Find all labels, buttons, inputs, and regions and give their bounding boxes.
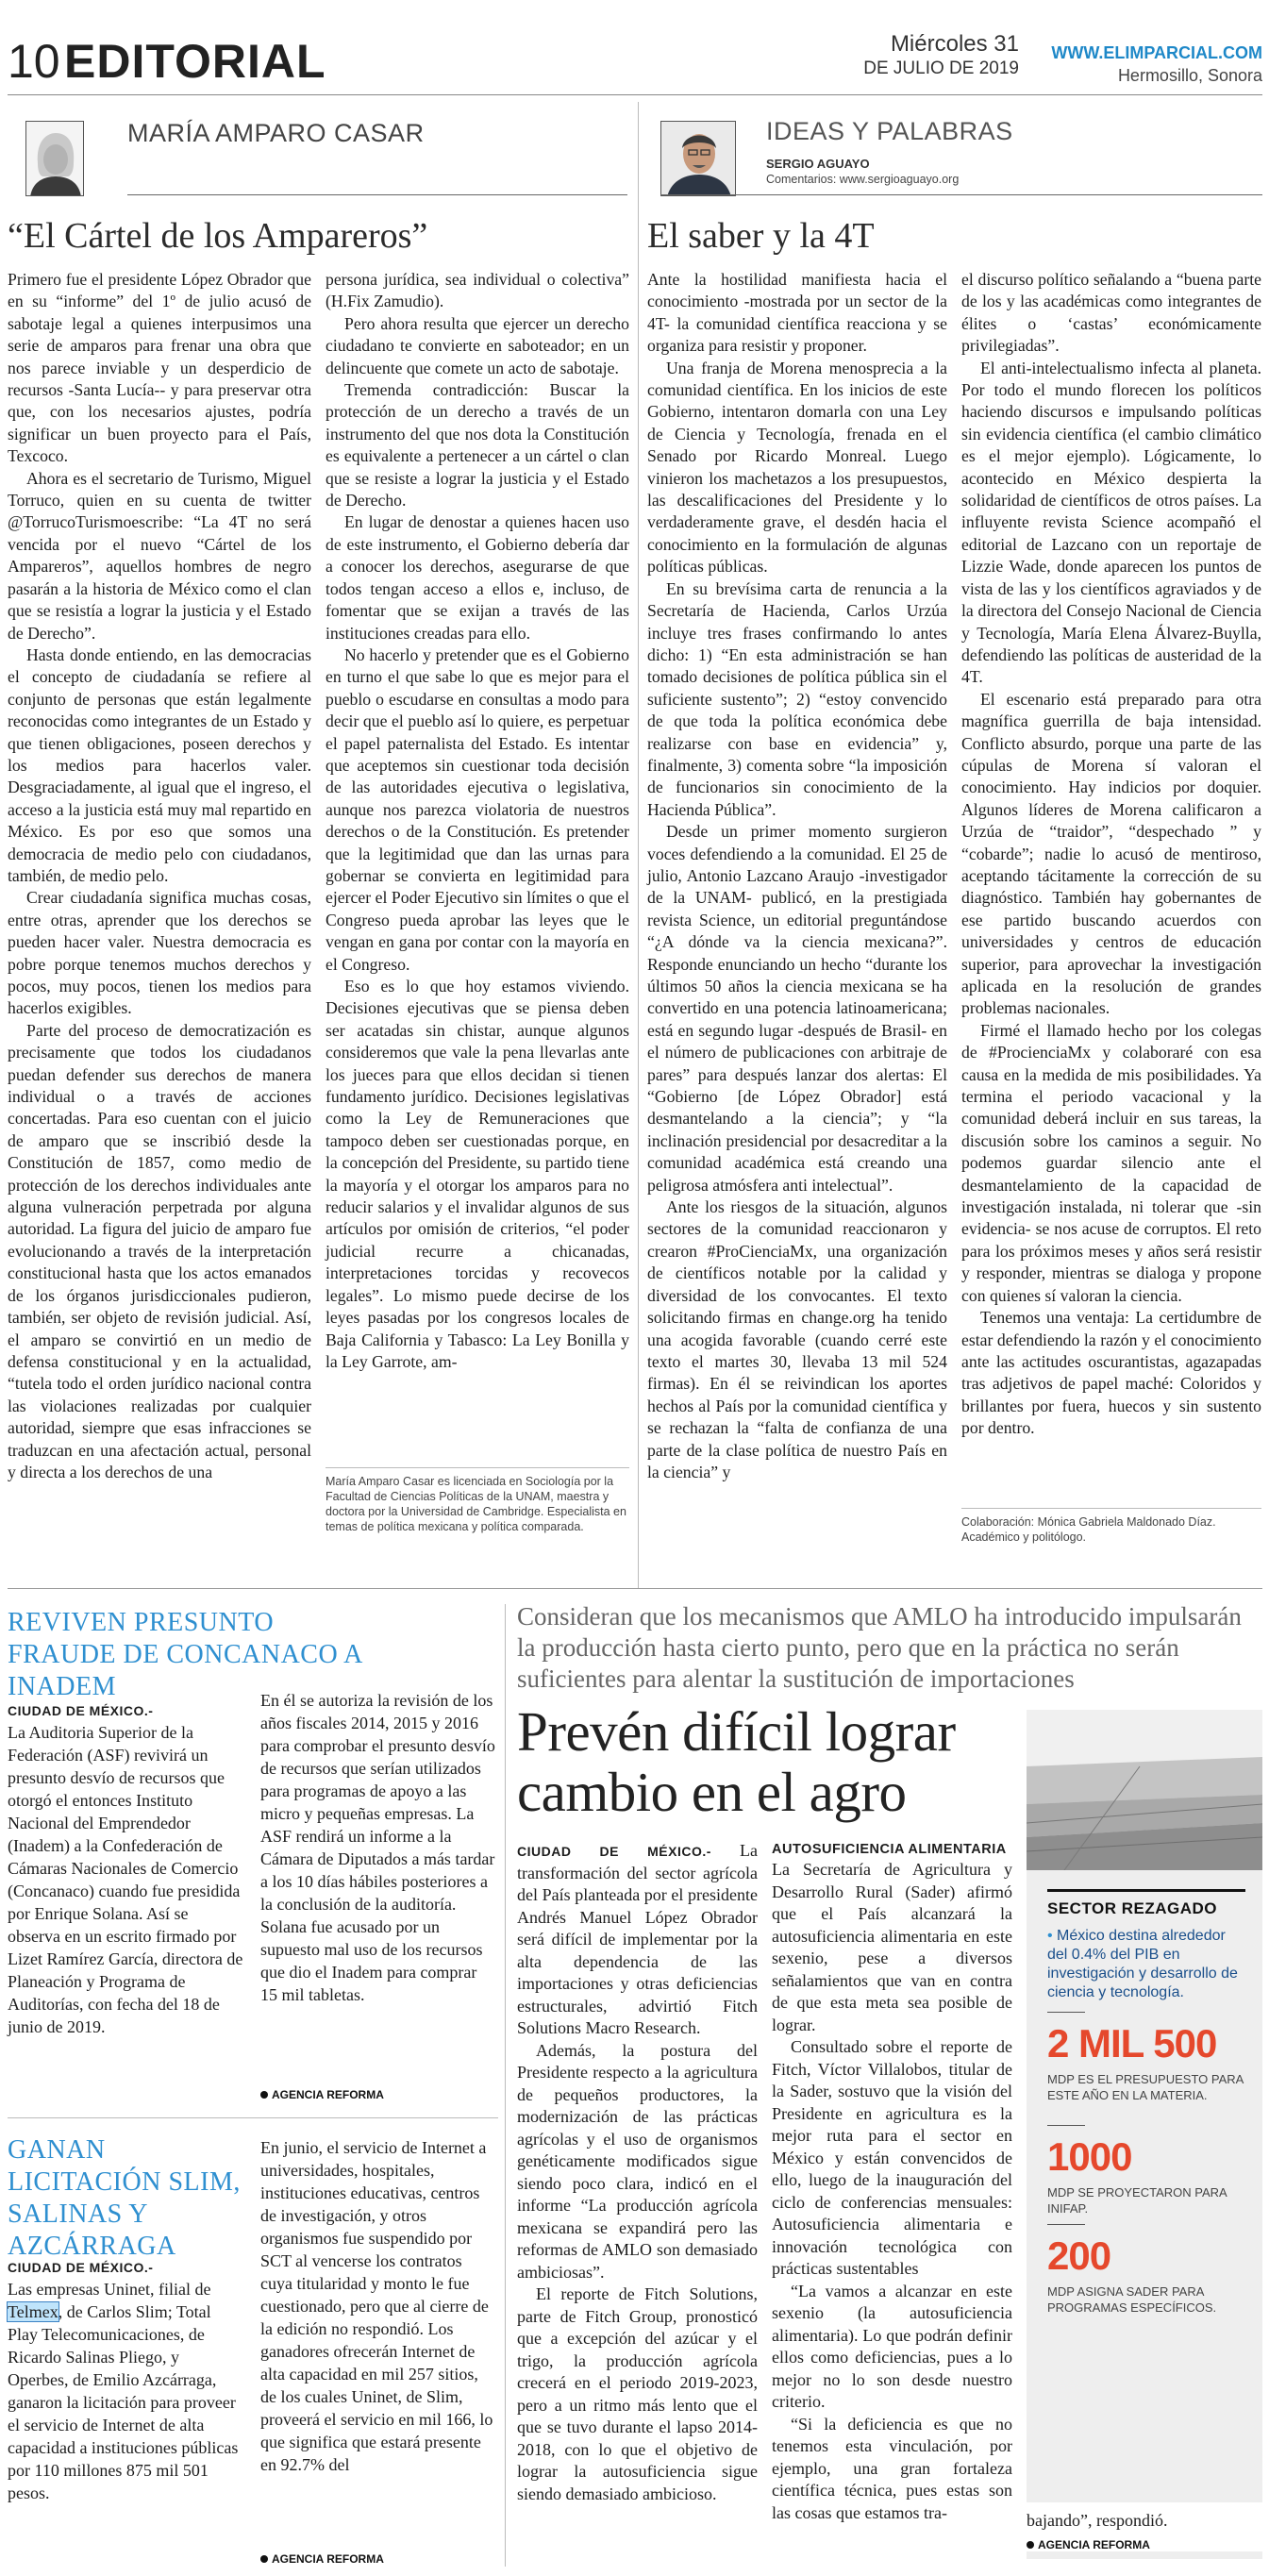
author-name-aguayo: SERGIO AGUAYO	[766, 157, 870, 171]
author-contact: Comentarios: www.sergioaguayo.org	[766, 173, 960, 186]
issue-month-year: DE JULIO DE 2019	[863, 59, 1019, 78]
sidebar-caption-2: MDP SE PROYECTARON PARA INIFAP.	[1047, 2185, 1227, 2216]
paragraph: Ahora es el secretario de Turismo, Miguel Torruco, quien en su cuenta de twitter @TorrucoTurismoescribe: “La 4T no será vencida por el nuevo “Cártel de los Ampareros”, aquellos hombres de negro pasarán a la historia de México como el clan que se resistía a lograr la justicia y el Estado de Derecho”.	[8, 468, 311, 643]
dateline: CIUDAD DE MÉXICO.-	[517, 1844, 741, 1859]
column-divider	[505, 1604, 506, 2567]
paragraph-text: La transformación del sector agrícola del País planteada por el presidente Andrés Manuel López Obrador será difícil de implementar por la alta dependencia de las importaciones y otras deficiencias estructurales, advirtió Fitch Solutions Macro Research.	[517, 1841, 758, 2037]
author-name-casar: MARÍA AMPARO CASAR	[127, 119, 425, 147]
story-headline: Prevén difícil lograr cambio en el agro	[517, 1700, 956, 1823]
site-url[interactable]: WWW.ELIMPARCIAL.COM	[1051, 43, 1262, 62]
paragraph: Una franja de Morena menosprecia a la comunidad científica. En los inicios de este Gobierno, intentaron domarla con una Ley de Ciencia y Tecnología, frenada en el Senado por Ricardo Monreal. Luego vinieron los machetazos a los presupuestos, las descalificaciones del Presidente y lo verdaderamente grave, el desdén hacia el conocimiento en la formulación de algunas políticas públicas.	[647, 358, 947, 577]
story-subhead: AUTOSUFICIENCIA ALIMENTARIA	[772, 1842, 1007, 1857]
paragraph: Desde un primer momento surgieron voces defendiendo a la comunidad. El 25 de julio, Antonio Lazcano Araujo -investigador de la UNAM- publicó, en la prestigiada revista Science, un editorial preguntándose “¿A dónde va la ciencia mexicana?”. Responde enunciando un hecho “durante los últimos 50 años la ciencia mexicana se ha convertido en una potencia latinoamericana; está en segundo lugar -después de Brasil- en el número de publicaciones con arbitraje de pares” para después lanzar dos alertas: El “Gobierno [de López Obrador] está desmantelando a la ciencia”; y “la inclinación presidencial por desacreditar a la comunidad académica está creando una peligrosa atmósfera anti intelectual”.	[647, 822, 947, 1195]
paragraph: Consultado sobre el reporte de Fitch, Víctor Villalobos, titular de la Sader, sostuvo que la visión del Presidente en agricultura es la mejor ruta para el sector en México y están convencidos de ello, luego de la inauguración del ciclo de conferencias mensuales: Autosuficiencia alimentaria e innovación tecnológica con prácticas sustentables	[772, 2037, 1012, 2278]
paragraph: El escenario está preparado para otra magnífica guerrilla de baja intensidad. Conflicto absurdo, porque una parte de las cúpulas de Morena sí valoran el conocimiento. Hay indicios por doquier. Algunos líderes de Morena calificaron a Urzúa de “traidor”, “despechado ” y “cobarde”; nadie lo acusó de mentiroso, aceptando tácitamente la corrección de su diagnóstico. También hay gobernantes de ese partido buscando acuerdos con universidades y centros de educación superior, para aprovechar la investigación aplicada en la resolución de grandes problemas nacionales.	[961, 689, 1261, 1018]
paragraph: El anti-intelectualismo infecta al planeta. Por todo el mundo florecen los políticos haciendo discursos e impulsando políticas sin evidencia científica (el cambio climático es el mejor ejemplo). Lógicamente, lo acontecido en México despierta la solidaridad de científicos de otros países. La influyente revista Science acompañó el editorial de Lazcano con un reportaje de Lizzie Wade, donde aparecen los puntos de vista de las y los científicos agraviados y de la directora del Consejo Nacional de Ciencia y Tecnología, María Elena Álvarez-Buylla, defendiendo las políticas de austeridad de la 4T.	[961, 358, 1261, 687]
issue-date	[854, 32, 1019, 81]
paragraph: Tremenda contradicción: Buscar la protección de un derecho a través de un instrumento del que nos dota la Constitución es equivalente a pertenecer a un cártel o clan que se resiste a lograr la justicia y el Estado de Derecho.	[326, 380, 629, 510]
sidebar-bullet: • México destina alrededor del 0.4% del PIB en investigación y desarrollo de ciencia y tecnología.	[1047, 1928, 1238, 2000]
article-casar-col2	[326, 269, 629, 1373]
brief-divider	[8, 2117, 498, 2118]
paragraph: persona jurídica, sea individual o colectiva” (H.Fix Zamudio).	[326, 270, 629, 311]
issue-weekday: Miércoles 31	[890, 31, 1019, 57]
author-photo-aguayo	[660, 121, 736, 196]
paragraph: En su brevísima carta de renuncia a la Secretaría de Hacienda, Carlos Urzúa incluye tres frases confirmando lo antes dicho: 1) “En esta administración se han tomado decisiones de política pública sin el suficiente sustento”; 2) “estoy convencido de que toda la política económica debe realizarse con base en evidencia” y, finalmente, 3) comenta sobre “la imposición de funcionarios sin conocimiento de la Hacienda Pública”.	[647, 578, 947, 819]
brief-licitacion-col1	[8, 2255, 243, 2504]
site-city: Hermosillo, Sonora	[1117, 66, 1262, 85]
site-block	[1019, 42, 1262, 87]
paragraph: Primero fue el presidente López Obrador que en su “informe” del 1º de julio acusó de sabotaje legal a quienes interpusimos una serie de amparos para frenar una obra que nos parece inviable y un desperdicio de recursos -Santa Lucía-- y para preservar otra que, con los necesarios ajustes, podría significar un buen proyecto para el País, Texcoco.	[8, 270, 311, 466]
brief-headline-licitacion: GANAN LICITACIÓN SLIM, SALINAS Y AZCÁRRAGA	[8, 2135, 241, 2261]
paragraph: “La vamos a alcanzar en este sexenio (la autosuficiencia alimentaria). Lo que podrán definir ellos como deficiencias, pues a lo mejor no lo son desde nuestro criterio.	[772, 2281, 1012, 2411]
paragraph: Parte del proceso de democratización es precisamente que todos los ciudadanos puedan defender sus derechos de manera individual o a través de acciones concertadas. Para eso cuentan con el juicio de amparo que se inscribió desde la Constitución de 1857, como medio de protección de los derechos individuales ante alguna vulneración perpetrada por alguna autoridad. La figura del juicio de amparo fue evolucionando a través de la interpretación constitucional hasta que los actos emanados de los órganos jurisdiccionales pudieron, también, ser objeto de revisión judicial. Así, el amparo se convirtió en un medio de defensa constitucional y en la actualidad, “tutela todo el orden jurídico nacional contra las violaciones realizadas por cualquier autoridad, siempre que esas infracciones se traduzcan en una afectación actual, personal y directa a los derechos de una	[8, 1020, 311, 1481]
story-tail-block	[1027, 2502, 1262, 2551]
dateline: CIUDAD DE MÉXICO.-	[8, 1703, 154, 1718]
story-col1	[517, 1840, 758, 2505]
brief-text-start: Las empresas Uninet, filial de	[8, 2280, 211, 2299]
sidebar-rule	[1047, 2012, 1085, 2013]
brief-headline-concanaco: REVIVEN PRESUNTO FRAUDE DE CONCANACO A INADEM	[8, 1608, 362, 1701]
sidebar-figure-2: 1000	[1047, 2134, 1132, 2179]
bio-rule	[326, 1467, 629, 1468]
sidebar-figure-1: 2 MIL 500	[1047, 2021, 1217, 2066]
story-col2	[772, 1840, 1012, 2524]
paragraph: La Secretaría de Agricultura y Desarrollo Rural (Sader) afirmó que el País alcanzará la autosuficiencia alimentaria en este sexenio, pese a diversos señalamientos que van en contra de que esta meta sea posible de lograr.	[772, 1860, 1012, 2034]
section-title: EDITORIAL	[64, 35, 326, 88]
article-aguayo-col1	[647, 269, 947, 1483]
headline-carteles: “El Cártel de los Ampareros”	[8, 216, 428, 256]
page-number: 10	[8, 35, 60, 88]
paragraph: Además, la postura del Presidente respecto a la agricultura de pequeños productores, la modernización de las prácticas agrícolas y el uso de organismos genéticamente modificados sigue siendo poco clara, indicó en el informe “La producción agrícola mexicana se expandirá pero las reformas de AMLO son demasiado ambiciosas”.	[517, 2040, 758, 2282]
author-rule-right	[660, 194, 1262, 195]
paragraph: Crear ciudadanía significa muchas cosas, entre otras, aprender que los derechos se pueden hacer valer. Nuestra democracia es pobre porque tenemos muchos derechos y pocos, muy pocos, tienen los medios para hacerlos exigibles.	[8, 888, 311, 1018]
column-title: IDEAS Y PALABRAS	[766, 117, 1013, 145]
sidebar-caption-1: MDP ES EL PRESUPUESTO PARA ESTE AÑO EN LA MATERIA.	[1047, 2072, 1244, 2102]
paragraph	[517, 1840, 758, 2040]
paragraph: Firmé el llamado hecho por los colegas de #ProcienciaMx y colaboraré con esa causa en la medida de mis posibilidades. Ya termina el periodo vacacional y la comunidad deberá incluir en sus tareas, la discusión sobre los caminos a seguir. No podemos guardar silencio ante el desmantelamiento de la capacidad de investigación instalada, ni tolerar que -sin evidencia- se nos acuse de corruptos. El reto para los próximos meses y años será resistir y responder, mientras se dialoga y propone con quienes sí valoran la ciencia.	[961, 1020, 1261, 1305]
paragraph: Hasta donde entiendo, en las democracias el concepto de ciudadanía se refiere al conjunto de personas que están legalmente reconocidas como integrantes de un Estado y que tienen obligaciones, poseen derechos y los medios para hacerlos valer. Desgraciadamente, al igual que el ingreso, el acceso a la justicia está muy mal repartido en México. Es por eso que somos una democracia de medio pelo con ciudadanos, también, de medio pelo.	[8, 644, 311, 885]
headline-saber: El saber y la 4T	[647, 216, 875, 256]
author-bio-casar: María Amparo Casar es licenciada en Sociología por la Facultad de Ciencias Políticas de la UNAM, maestra y doctora por la Universidad de Cambridge. Especialista en temas de política mexicana y política comparada.	[326, 1475, 626, 1533]
author-rule	[127, 194, 627, 195]
paragraph: Tenemos una ventaja: La certidumbre de estar defendiendo la razón y el conocimiento ante las actitudes oscurantistas, agazapadas tras adjetivos de papel maché: Coloridos y brillantes por fuera, huecos y sin sustento por dentro.	[961, 1308, 1261, 1438]
sidebar-rule	[1047, 2125, 1085, 2126]
brief-concanaco-text1: La Auditoria Superior de la Federación (ASF) revivirá un presunto desvío de recursos que otorgó el entonces Instituto Nacional del Emprendedor (Inadem) a la Confederación de Cámaras Nacionales de Comercio (Concanaco) cuando fue presidida por Enrique Solana. Así se observa en un escrito firmado por Lizet Ramírez García, directora de Planeación y Programa de Auditorías, con fecha del 18 de junio de 2019.	[8, 1723, 243, 2036]
brief-licitacion-col2: En junio, el servicio de Internet a universidades, hospitales, instituciones educativas, centros de investigación, y otros organismos fue suspendido por SCT al vencerse los contratos cuya titularidad y monto le fue cuestionado, pero que al cierre de la edición no respondió. Los ganadores ofrecerán Internet de alta capacidad en mil 257 sitios, de los cuales Uninet, de Slim, proveerá el servicio en mil 166, lo que significa que estará presente en 92.7% del	[260, 2138, 493, 2474]
highlighted-word[interactable]: Telmex	[8, 2302, 58, 2321]
brief-text-end: , de Carlos Slim; Total Play Telecomunicaciones, de Ricardo Salinas Pliego, y Operbes, de Emilio Azcárraga, ganaron la licitación para proveer el servicio de Internet de alta capacidad a instituciones públicas por 110 millones 875 mil 501 pesos.	[8, 2302, 239, 2502]
paragraph: Ante los riesgos de la situación, algunos sectores de la comunidad reaccionaron y crearon #ProCienciaMx, una organización de científicos notable por la calidad y diversidad de los convocantes. El texto solicitando firmas en change.org ha tenido una acogida favorable (cuando cerré este texto el martes 30, llevaba 13 mil 524 firmas). En él se reivindican los aportes hechos al País por la comunidad científica y se rechazan la “falta de confianza de una parte de la clase política de nuestro País en la ciencia” y	[647, 1197, 947, 1481]
sidebar-figure-3: 200	[1047, 2233, 1111, 2278]
field-photo	[1027, 1710, 1262, 1870]
paragraph: Pero ahora resulta que ejercer un derecho ciudadano te convierte en saboteador; en un delincuente que comete un acto de sabotaje.	[326, 313, 629, 377]
sidebar-rule	[1047, 2224, 1085, 2225]
sidebar-box	[1027, 1710, 1262, 2559]
section-divider	[8, 1588, 1262, 1589]
article-casar-col1	[8, 269, 311, 1483]
sidebar-title: SECTOR REZAGADO	[1047, 1889, 1245, 1918]
sidebar-caption-3: MDP ASIGNA SADER PARA PROGRAMAS ESPECÍFICOS.	[1047, 2284, 1217, 2315]
header-divider	[8, 94, 1262, 95]
paragraph: el discurso político señalando a “buena parte de los y las académicas como integrantes de élites o ‘castas’ económicamente privilegiadas”.	[961, 270, 1261, 356]
collaboration-note: Colaboración: Mónica Gabriela Maldonado Díaz. Académico y politólogo.	[961, 1515, 1216, 1544]
author-photo-casar	[25, 121, 84, 196]
story-kicker: Consideran que los mecanismos que AMLO ha introducido impulsarán la producción hasta cierto punto, pero que en la práctica no serán suficientes para alentar la sustitución de importaciones	[517, 1602, 1242, 1693]
agency-credit: AGENCIA REFORMA	[1027, 2538, 1262, 2551]
article-aguayo-col2	[961, 269, 1261, 1440]
story-tail-paragraph: bajando”, respondió.	[1027, 2511, 1168, 2530]
paragraph: Ante la hostilidad manifiesta hacia el conocimiento -mostrada por un sector de la 4T- la comunidad científica reacciona y se organiza para resistir y proponer.	[647, 270, 947, 356]
paragraph: En lugar de denostar a quienes hacen uso de este instrumento, el Gobierno debería dar a conocer los derechos, asegurarse de que todos tengan acceso a ellos e, incluso, de fomentar que se exijan a través de las instituciones creadas para ello.	[326, 512, 629, 643]
paragraph: El reporte de Fitch Solutions, parte de Fitch Group, pronosticó que a excepción del azúcar y el trigo, la producción agrícola crecerá en el periodo 2019-2023, pero a un ritmo más lento que el que se tuvo durante el lapso 2014-2018, con lo que el objetivo de lograr la autosuficiencia sigue siendo demasiado ambicioso.	[517, 2284, 758, 2503]
brief-concanaco-col2: En él se autoriza la revisión de los años fiscales 2014, 2015 y 2016 para comprobar el presunto desvío de recursos que serían utilizados para programas de apoyo a las micro y pequeñas empresas. La ASF rendirá un informe a la Cámara de Diputados a más tardar a los 10 días hábiles posteriores a la conclusión de la auditoría. Solana fue acusado por un supuesto mal uso de los recursos que dio el Inadem para comprar 15 mil tabletas.	[260, 1691, 495, 2004]
paragraph: “Si la deficiencia es que no tenemos esta vinculación, por ejemplo, una gran fortaleza científica técnica, pues estas son las cosas que estamos tra-	[772, 2414, 1012, 2522]
column-divider	[638, 102, 639, 1588]
agency-credit: AGENCIA REFORMA	[260, 2552, 384, 2566]
bio-rule-right	[961, 1508, 1261, 1509]
paragraph: No hacerlo y pretender que es el Gobierno en turno el que sabe lo que es mejor para el pueblo o escudarse en consultas a modo para decir que el pueblo así lo quiere, es perpetuar el papel paternalista del Estado. Es intentar que aceptemos sin cuestionar toda decisión de las autoridades ejecutiva o legislativa, aunque nos parezca violatoria de nuestros derechos o de la Constitución. Es pretender que la legitimidad que dan las urnas para gobernar se convierta en legitimidad para ejercer el Poder Ejecutivo sin límites o que el Congreso pueda aprobar las leyes que le vengan en gana por contar con la mayoría en el Congreso.	[326, 644, 629, 974]
brief-concanaco-col1	[8, 1698, 243, 2038]
dateline: CIUDAD DE MÉXICO.-	[8, 2260, 154, 2275]
agency-credit: AGENCIA REFORMA	[260, 2088, 384, 2101]
paragraph: Eso es lo que hoy estamos viviendo. Decisiones ejecutivas que se piensa deben ser acatadas sin chistar, aunque algunos consideremos que vale la pena llevarlas ante los jueces para que ellos decidan si tienen fundamento jurídico. Decisiones legislativas como la Ley de Remuneraciones que tampoco deben ser cuestionadas porque, en la concepción del Presidente, su partido tiene la mayoría y el otorgar los amparos para no reducir salarios y el invalidar algunos de sus artículos por omisión de criterios, “el poder judicial recurre a chicanadas, interpretaciones torcidas y recovecos legales”. Lo mismo puede decirse de los leyes pasadas por los congresos locales de Baja California y Tabasco: La Ley Bonilla y la Ley Garrote, am-	[326, 977, 629, 1371]
